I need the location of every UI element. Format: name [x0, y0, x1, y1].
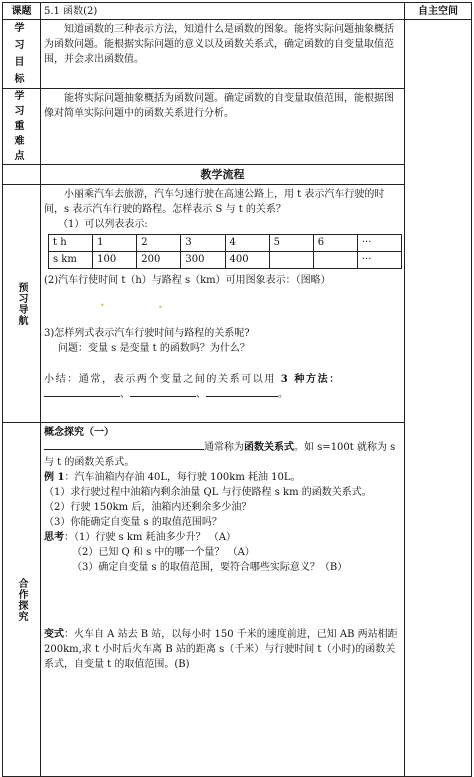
concept-blank	[44, 449, 204, 450]
table-cell	[269, 252, 313, 269]
preview-content	[41, 185, 405, 423]
flow-title: 教学流程	[41, 165, 405, 185]
table-cell: t h	[49, 235, 93, 252]
table-cell: 6	[313, 235, 357, 252]
preview-intro: 小丽乘汽车去旅游，汽车匀速行驶在高速公路上，用 t 表示汽车行驶的时间，s 表示汽车行驶的路程。怎样表示 S 与 t 的关系？	[44, 189, 385, 215]
worksheet-table	[2, 2, 472, 777]
summary-prefix: 小结：通常，表示两个变量之间的关系可以用	[44, 374, 276, 385]
table-row-t	[49, 235, 402, 252]
key-points-row	[3, 89, 472, 165]
summary-blank-2	[130, 396, 196, 397]
preview-gap	[44, 356, 401, 372]
key-points-label-text: 学习重难点	[14, 91, 29, 162]
time-distance-table	[48, 234, 402, 269]
coop-gap	[44, 575, 401, 627]
course-value: 5.1 函数(2)	[41, 3, 405, 20]
goals-label-text: 学习目标	[14, 23, 29, 85]
concept-after: 。如 s=100t 就称为 s 与 t 的函数关系式。	[44, 442, 396, 468]
example-1-q3: （3）你能确定自变量 s 的取值范围吗？	[44, 517, 222, 528]
think-label: 思考	[44, 532, 64, 543]
coop-row	[3, 423, 472, 777]
course-label: 课题	[3, 3, 41, 20]
concept-bold: 函数关系式	[244, 442, 294, 453]
table-cell: 4	[225, 235, 269, 252]
concept-mid: 通常称为	[204, 442, 244, 453]
table-cell	[313, 252, 357, 269]
preview-label-text: 预习导航	[16, 281, 27, 326]
preview-row	[3, 185, 472, 423]
concept-title: 概念探究（一）	[44, 427, 114, 438]
table-cell: 1	[93, 235, 137, 252]
header-row	[3, 3, 472, 20]
summary-sep-1: 、	[120, 389, 130, 400]
think-2: （2）已知 Q 和 s 中的哪一个量？ （A）	[72, 547, 255, 558]
preview-q3: 3)怎样列式表示汽车行驶时间与路程的关系呢?	[44, 328, 250, 339]
summary-sep-2: 、	[196, 389, 206, 400]
think-3: （3）确定自变量 s 的取值范围，要符合哪些实际意义？（B）	[72, 562, 348, 573]
table-cell: ···	[357, 252, 401, 269]
side-space-label: 自主空间	[405, 3, 472, 20]
table-cell: 300	[181, 252, 225, 269]
table-cell: 3	[181, 235, 225, 252]
goals-row	[3, 20, 472, 89]
summary-blank-1	[44, 396, 120, 397]
table-cell: 400	[225, 252, 269, 269]
summary-end: 。	[278, 389, 288, 400]
stray-mark: •	[100, 301, 105, 310]
worksheet-page	[2, 2, 471, 740]
preview-q2: (2)汽车行使时间 t（h）与路程 s（km）可用图象表示：（图略）	[44, 275, 331, 286]
summary-colon: ：	[329, 374, 341, 385]
table-cell: 200	[137, 252, 181, 269]
flow-title-row	[3, 165, 472, 185]
coop-content	[41, 423, 405, 777]
example-1-q1: （1）求行驶过程中油箱内剩余油量 QL 与行使路程 s km 的函数关系式。	[44, 487, 372, 498]
preview-q1: （1）可以列表表示:	[58, 219, 148, 230]
omitted-figure-space	[44, 288, 401, 326]
example-1-text: ：汽车油箱内存油 40L，每行驶 100km 耗油 10L。	[64, 472, 301, 483]
variant-text: ：火车自 A 站去 B 站，以每小时 150 千米的速度前进，已知 AB 两站相距 200km,求 t 小时后火车离 B 站的距离 s（千米）与行驶时间 t（小时)的函数关系式，自变量 t 的取值范围。(B)	[44, 629, 398, 670]
goals-text: 知道函数的三种表示方法，知道什么是函数的图象。能将实际问题抽象概括为函数问题。能根据实际问题的意义以及函数关系式，确定函数的自变量取值范围，并会求出函数值。	[41, 20, 405, 89]
table-row-s	[49, 252, 402, 269]
example-1-q2: （2）行驶 150km 后，油箱内还剩余多少油？	[44, 502, 252, 513]
preview-summary	[44, 372, 401, 387]
table-cell: ···	[357, 235, 401, 252]
example-1-label: 例 1	[44, 472, 65, 483]
think-1-text: ：（1）行驶 s km 耗油多少升？ （A）	[64, 532, 236, 543]
key-points-label	[3, 89, 41, 165]
table-cell: 100	[93, 252, 137, 269]
example-1	[44, 470, 401, 485]
table-cell: 2	[137, 235, 181, 252]
concept-text	[44, 440, 401, 470]
variant	[44, 627, 401, 672]
summary-blanks	[44, 387, 401, 402]
table-cell: s km	[49, 252, 93, 269]
flow-title-spacer	[3, 165, 41, 185]
table-cell: 5	[269, 235, 313, 252]
key-points-text: 能将实际问题抽象概括为函数问题。确定函数的自变量取值范围，能根据图像对简单实际问题中的函数关系进行分析。	[41, 89, 405, 165]
summary-blank-3	[206, 396, 278, 397]
coop-label	[3, 423, 41, 777]
variant-label: 变式	[44, 629, 64, 640]
side-space-column	[405, 20, 472, 777]
stray-mark: •	[158, 303, 163, 312]
preview-question: 问题：变量 s 是变量 t 的函数吗？为什么？	[58, 343, 250, 354]
summary-bold: 3 种方法	[280, 374, 330, 385]
think-1	[44, 530, 401, 545]
preview-label	[3, 185, 41, 423]
coop-label-text: 合作探究	[16, 577, 27, 622]
goals-label	[3, 20, 41, 89]
